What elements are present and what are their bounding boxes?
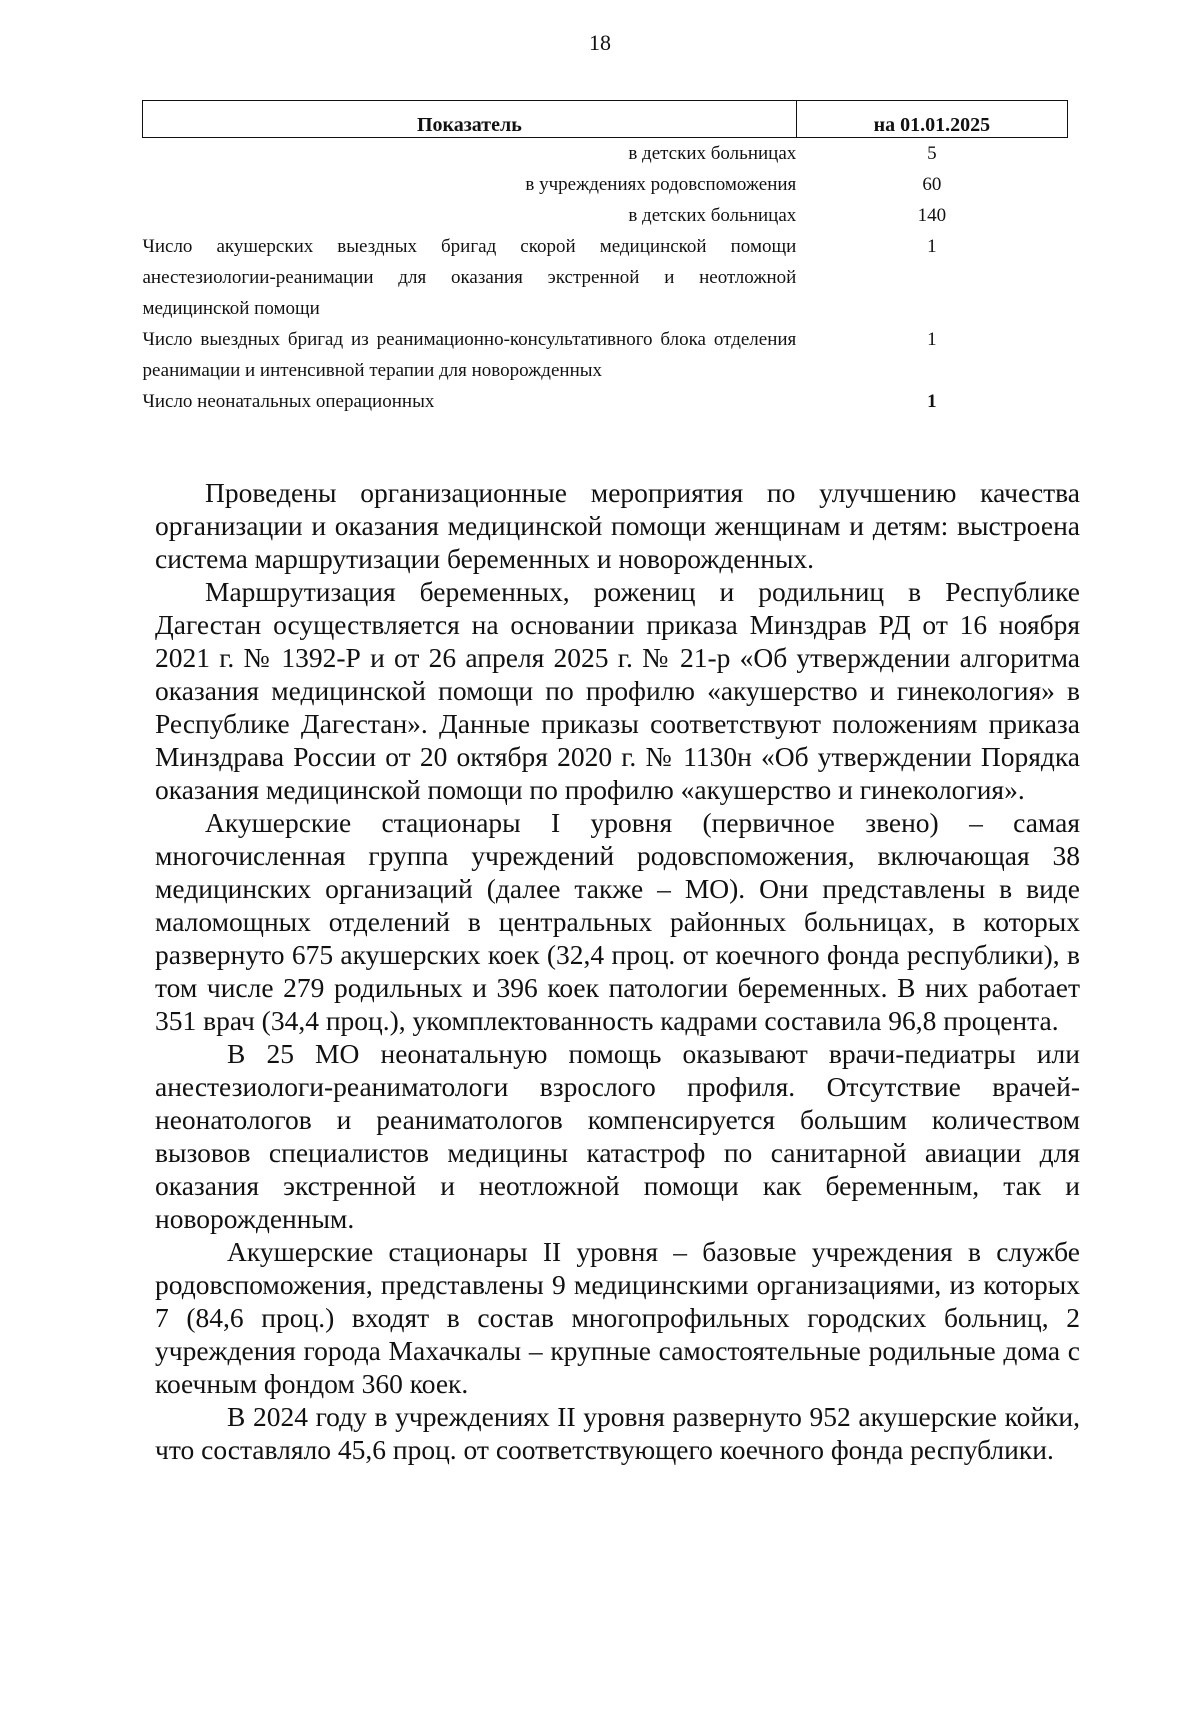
row-value: 1 <box>927 236 937 257</box>
body-text <box>155 476 1080 1466</box>
table-row <box>143 386 1068 417</box>
row-label: Число акушерских выездных бригад скорой медицинской помощи анестезиологии-реанимации для оказания экстренной и неотложной медицинской помощи <box>142 236 797 319</box>
row-label: Число неонатальных операционных <box>142 391 435 412</box>
table-header-row <box>143 101 1068 138</box>
paragraph: Акушерские стационары II уровня – базовые учреждения в службе родовспоможения, представлены 9 медицинскими организациями, из которых 7 (84,6 проц.) входят в состав многопрофильных городских больниц, 2 учреждения города Махачкалы – крупные самостоятельные родильные дома с коечным фондом 360 коек. <box>155 1236 1080 1399</box>
row-label: в детских больницах <box>628 143 797 164</box>
table-row <box>143 138 1068 170</box>
row-value: 1 <box>927 329 937 350</box>
paragraph: Акушерские стационары I уровня (первичное звено) – самая многочисленная группа учреждений родовспоможения, включающая 38 медицинских организаций (далее также – МО). Они представлены в виде маломощных отделений в центральных районных больницах, в которых развернуто 675 акушерских коек (32,4 проц. от коечного фонда республики), в том числе 279 родильных и 396 коек патологии беременных. В них работает 351 врач (34,4 проц.), укомплектованность кадрами составила 96,8 процента. <box>155 807 1080 1036</box>
row-value: 140 <box>917 205 947 226</box>
table-row <box>143 200 1068 231</box>
row-value: 5 <box>927 143 937 164</box>
header-value-date: на 01.01.2025 <box>796 101 1067 138</box>
table-row <box>143 324 1068 386</box>
paragraph: В 2024 году в учреждениях II уровня развернуто 952 акушерские койки, что составляло 45,6 проц. от соответствующего коечного фонда республики. <box>155 1401 1080 1465</box>
row-label: в учреждениях родовспоможения <box>525 174 797 195</box>
table-row <box>143 169 1068 200</box>
indicators-table-container <box>142 100 1068 417</box>
indicators-table <box>142 100 1068 417</box>
page-number: 18 <box>589 30 611 55</box>
paragraph: Маршрутизация беременных, рожениц и родильниц в Республике Дагестан осуществляется на основании приказа Минздрав РД от 16 ноября 2021 г. № 1392-Р и от 26 апреля 2025 г. № 21-р «Об утверждении алгоритма оказания медицинской помощи по профилю «акушерство и гинекология» в Республике Дагестан». Данные приказы соответствуют положениям приказа Минздрава России от 20 октября 2020 г. № 1130н «Об утверждении Порядка оказания медицинской помощи по профилю «акушерство и гинекология». <box>155 576 1080 805</box>
row-value: 60 <box>922 174 942 195</box>
paragraph: В 25 МО неонатальную помощь оказывают врачи-педиатры или анестезиологи-реаниматологи взрослого профиля. Отсутствие врачей-неонатологов и реаниматологов компенсируется большим количеством вызовов специалистов медицины катастроф по санитарной авиации для оказания экстренной и неотложной помощи как беременным, так и новорожденным. <box>155 1038 1080 1234</box>
row-label: Число выездных бригад из реанимационно-консультативного блока отделения реанимации и интенсивной терапии для новорожденных <box>142 329 797 381</box>
table-row <box>143 231 1068 324</box>
header-indicator: Показатель <box>143 101 797 138</box>
row-label: в детских больницах <box>628 205 797 226</box>
row-value: 1 <box>927 391 937 412</box>
paragraph: Проведены организационные мероприятия по улучшению качества организации и оказания медицинской помощи женщинам и детям: выстроена система маршрутизации беременных и новорожденных. <box>155 477 1080 574</box>
